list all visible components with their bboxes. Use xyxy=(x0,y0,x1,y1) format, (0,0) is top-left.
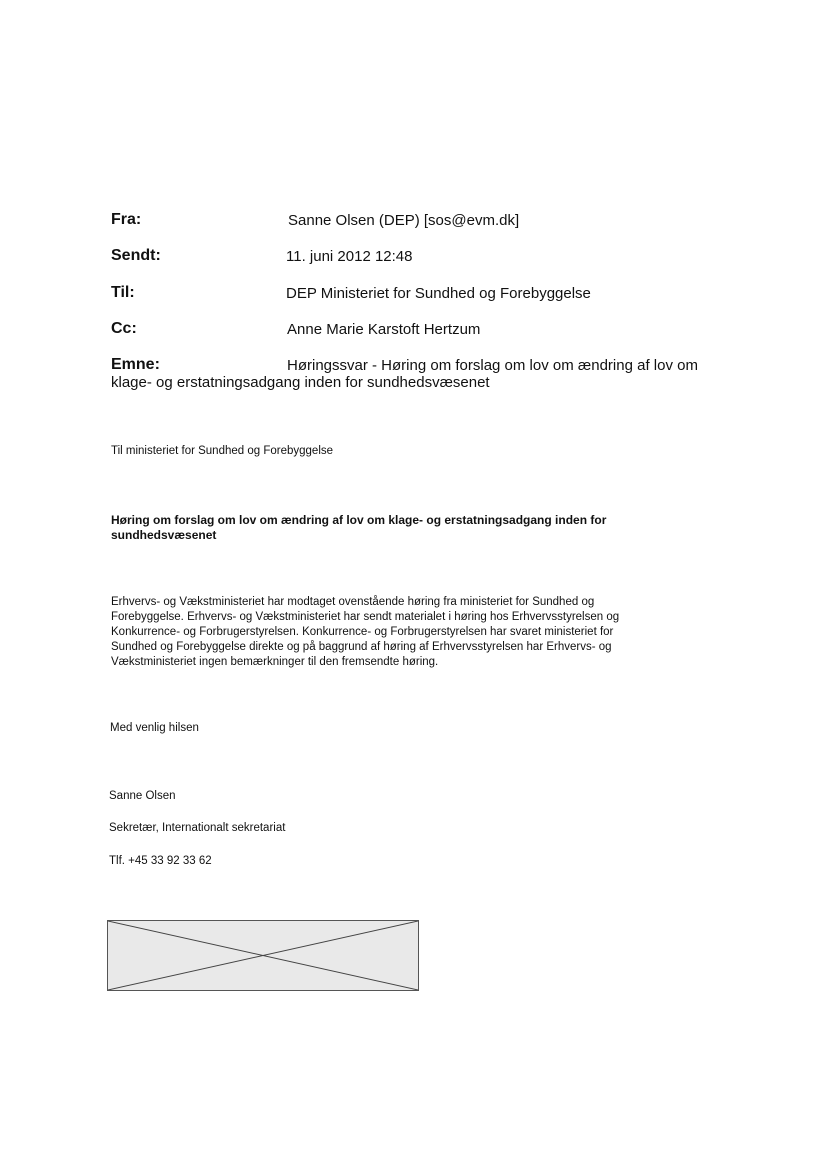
paragraph-line: Vækstministeriet ingen bemærkninger til den fremsendte høring. xyxy=(111,656,439,668)
paragraph-line: Konkurrence- og Forbrugerstyrelsen. Konkurrence- og Forbrugerstyrelsen har svaret ministeriet for xyxy=(111,626,614,638)
body-heading-line2: sundhedsvæsenet xyxy=(111,528,217,542)
to-label: Til: xyxy=(111,284,135,301)
body-heading-line1: Høring om forslag om lov om ændring af lov om klage- og erstatningsadgang inden for xyxy=(111,513,607,527)
broken-image-icon xyxy=(107,920,419,991)
closing: Med venlig hilsen xyxy=(110,722,199,734)
broken-image-cross xyxy=(108,921,418,990)
paragraph-line: Sundhed og Forebyggelse direkte og på baggrund af høring af Erhvervsstyrelsen har Erhvervs- og xyxy=(111,641,612,653)
subject-label: Emne: xyxy=(111,356,160,373)
paragraph-line: Forebyggelse. Erhvervs- og Vækstministeriet har sendt materialet i høring hos Erhvervsstyrelsen og xyxy=(111,611,620,623)
signature-phone: Tlf. +45 33 92 33 62 xyxy=(109,855,212,867)
subject-value-line2: klage- og erstatningsadgang inden for sundhedsvæsenet xyxy=(111,374,490,391)
to-value: DEP Ministeriet for Sundhed og Forebyggelse xyxy=(286,285,591,302)
cc-value: Anne Marie Karstoft Hertzum xyxy=(287,321,481,338)
signature-title: Sekretær, Internationalt sekretariat xyxy=(109,822,286,834)
signature-name: Sanne Olsen xyxy=(109,790,176,802)
salutation: Til ministeriet for Sundhed og Forebyggelse xyxy=(111,445,334,457)
sent-value: 11. juni 2012 12:48 xyxy=(286,248,413,265)
sent-label: Sendt: xyxy=(111,247,161,264)
from-label: Fra: xyxy=(111,211,142,228)
paragraph-line: Erhvervs- og Vækstministeriet har modtaget ovenstående høring fra ministeriet for Sundhed og xyxy=(111,596,595,608)
subject-value-line1: Høringssvar - Høring om forslag om lov om ændring af lov om xyxy=(287,357,698,374)
cc-label: Cc: xyxy=(111,320,137,337)
body-paragraph xyxy=(111,595,711,670)
from-value: Sanne Olsen (DEP) [sos@evm.dk] xyxy=(288,212,520,229)
